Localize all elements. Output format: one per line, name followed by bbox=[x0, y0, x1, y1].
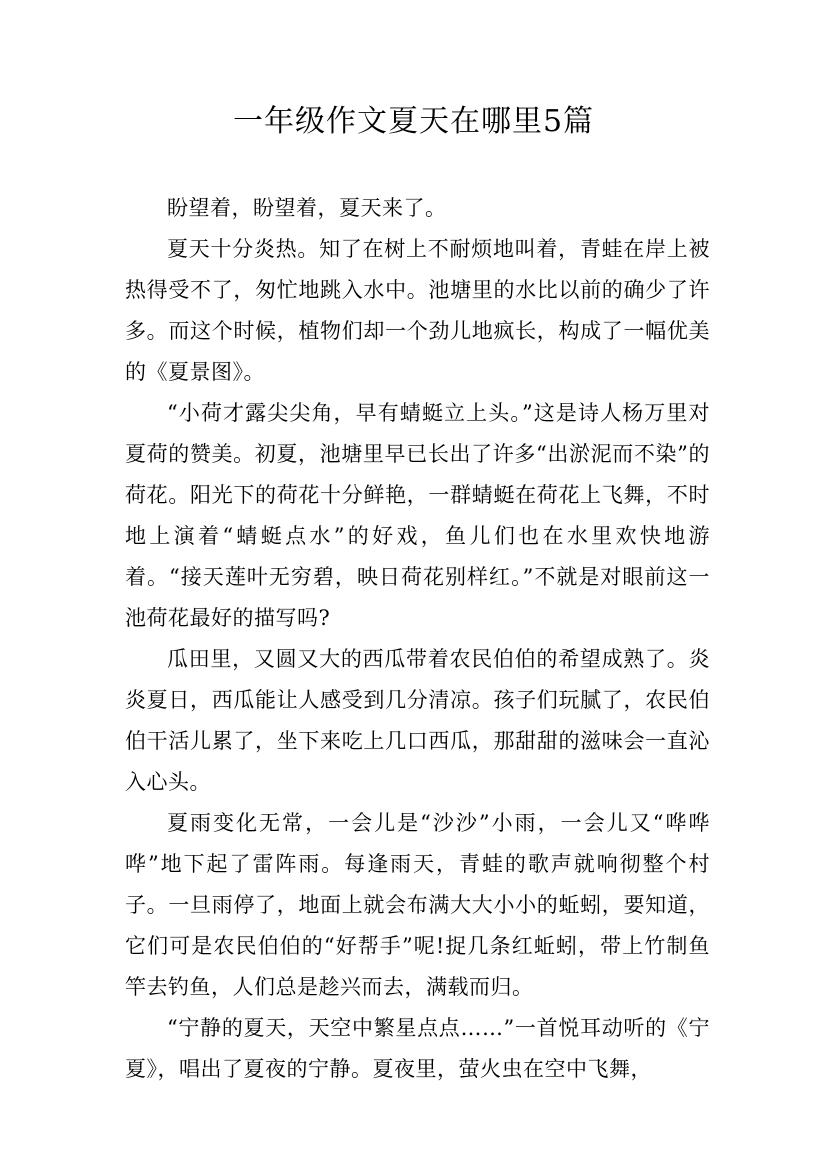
paragraph: “小荷才露尖尖角，早有蜻蜓立上头。”这是诗人杨万里对夏荷的赞美。初夏，池塘里早已长出了许多“出淤泥而不染”的荷花。阳光下的荷花十分鲜艳，一群蜻蜓在荷花上飞舞，不时地上演着“蜻蜓点水”的好戏，鱼儿们也在水里欢快地游着。“接天莲叶无穷碧，映日荷花别样红。”不就是对眼前这一池荷花最好的描写吗? bbox=[125, 401, 710, 630]
paragraph: 瓜田里，又圆又大的西瓜带着农民伯伯的希望成熟了。炎炎夏日，西瓜能让人感受到几分清凉。孩子们玩腻了，农民伯伯干活儿累了，坐下来吃上几口西瓜，那甜甜的滋味会一直沁入心头。 bbox=[125, 647, 710, 794]
paragraph: 盼望着，盼望着，夏天来了。 bbox=[167, 196, 447, 220]
paragraph: 夏雨变化无常，一会儿是“沙沙”小雨，一会儿又“哗哗哗”地下起了雷阵雨。每逢雨天，青蛙的歌声就响彻整个村子。一旦雨停了，地面上就会布满大大小小的蚯蚓，要知道，它们可是农民伯伯的“好帮手”呢!捉几条红蚯蚓，带上竹制鱼竿去钓鱼，人们总是趁兴而去，满载而归。 bbox=[125, 811, 710, 999]
document-body bbox=[125, 188, 710, 1090]
paragraph: 夏天十分炎热。知了在树上不耐烦地叫着，青蛙在岸上被热得受不了，匆忙地跳入水中。池塘里的水比以前的确少了许多。而这个时候，植物们却一个劲儿地疯长，构成了一幅优美的《夏景图》。 bbox=[125, 237, 710, 384]
document-title: 一年级作文夏天在哪里5篇 bbox=[232, 104, 595, 139]
paragraph: “宁静的夏天，天空中繁星点点……”一首悦耳动听的《宁夏》，唱出了夏夜的宁静。夏夜里，萤火虫在空中飞舞， bbox=[125, 1016, 710, 1081]
